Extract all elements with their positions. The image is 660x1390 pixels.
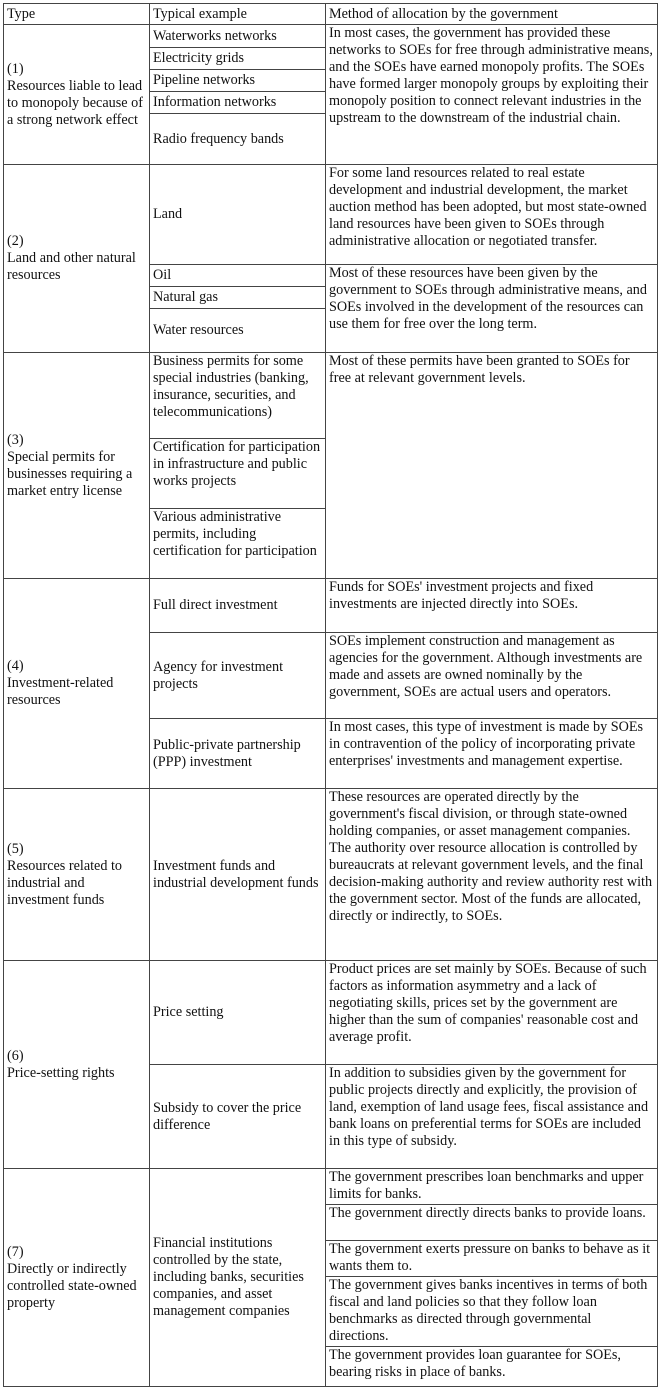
method-cell: In most cases, this type of investment is made by SOEs in contravention of the policy of incorporating private enterprises' investments and management expertise. [326, 719, 658, 789]
example-cell: Oil [150, 265, 326, 287]
header-row [4, 4, 658, 25]
type-cell-5: (5) Resources related to industrial and investment funds [4, 789, 150, 961]
example-cell: Electricity grids [150, 48, 326, 70]
example-cell: Water resources [150, 309, 326, 353]
example-cell: Investment funds and industrial development funds [150, 789, 326, 961]
example-cell: Certification for participation in infrastructure and public works projects [150, 439, 326, 509]
example-cell: Price setting [150, 961, 326, 1065]
table-row [4, 353, 658, 439]
method-cell: These resources are operated directly by the government's fiscal division, or through state-owned holding companies, or asset management companies. The authority over resource allocation is controlled by bureaucrats at relevant government levels, and the final decision-making authority and review authority rest with the government sector. Most of the funds are allocated, directly or indirectly, to SOEs. [326, 789, 658, 961]
method-cell: Funds for SOEs' investment projects and fixed investments are injected directly into SOEs. [326, 579, 658, 633]
method-cell: The government prescribes loan benchmarks and upper limits for banks. [326, 1169, 658, 1205]
example-cell: Pipeline networks [150, 70, 326, 92]
method-cell: The government exerts pressure on banks to behave as it wants them to. [326, 1241, 658, 1277]
header-method: Method of allocation by the government [326, 4, 658, 25]
example-cell: Public-private partnership (PPP) investment [150, 719, 326, 789]
method-cell: The government provides loan guarantee for SOEs, bearing risks in place of banks. [326, 1347, 658, 1387]
example-cell: Full direct investment [150, 579, 326, 633]
type-cell-3: (3) Special permits for businesses requiring a market entry license [4, 353, 150, 579]
type-cell-7: (7) Directly or indirectly controlled state-owned property [4, 1169, 150, 1387]
table-row [4, 961, 658, 1065]
example-cell: Radio frequency bands [150, 114, 326, 165]
type-cell-1: (1) Resources liable to lead to monopoly because of a strong network effect [4, 25, 150, 165]
method-cell: Product prices are set mainly by SOEs. Because of such factors as information asymmetry and a lack of negotiating skills, prices set by the government are higher than the sum of companies' reasonable cost and average profit. [326, 961, 658, 1065]
example-cell: Waterworks networks [150, 25, 326, 48]
method-cell: For some land resources related to real estate development and industrial development, the market auction method has been adopted, but most state-owned land resources have been given to SOEs through administrative allocation or negotiated transfer. [326, 165, 658, 265]
allocation-table [3, 3, 658, 1387]
method-cell: The government directly directs banks to provide loans. [326, 1205, 658, 1241]
example-cell: Financial institutions controlled by the state, including banks, securities companies, and asset management companies [150, 1169, 326, 1387]
method-cell: SOEs implement construction and management as agencies for the government. Although investments are made and assets are owned nominally by the government, SOEs are actual users and operators. [326, 633, 658, 719]
table-row [4, 165, 658, 265]
type-cell-4: (4) Investment-related resources [4, 579, 150, 789]
table-row [4, 1169, 658, 1205]
type-cell-6: (6) Price-setting rights [4, 961, 150, 1169]
example-cell: Subsidy to cover the price difference [150, 1065, 326, 1169]
example-cell: Natural gas [150, 287, 326, 309]
table-row [4, 789, 658, 961]
example-cell: Land [150, 165, 326, 265]
method-cell: In addition to subsidies given by the government for public projects directly and explicitly, the provision of land, exemption of land usage fees, fiscal assistance and bank loans on preferential terms for SOEs are included in this type of subsidy. [326, 1065, 658, 1169]
example-cell: Various administrative permits, including certification for participation [150, 509, 326, 579]
table-row [4, 579, 658, 633]
method-cell: The government gives banks incentives in terms of both fiscal and land policies so that they follow loan benchmarks as directed through governmental directions. [326, 1277, 658, 1347]
method-cell: Most of these permits have been granted to SOEs for free at relevant government levels. [326, 353, 658, 579]
table-row [4, 25, 658, 48]
type-cell-2: (2) Land and other natural resources [4, 165, 150, 353]
example-cell: Information networks [150, 92, 326, 114]
method-cell: In most cases, the government has provided these networks to SOEs for free through administrative means, and the SOEs have earned monopoly profits. The SOEs have formed larger monopoly groups by exploiting their monopoly position to connect relevant industries in the upstream to the downstream of the industrial chain. [326, 25, 658, 165]
method-cell: Most of these resources have been given by the government to SOEs through administrative means, and SOEs involved in the development of the resources can use them for free over the long term. [326, 265, 658, 353]
example-cell: Agency for investment projects [150, 633, 326, 719]
header-type: Type [4, 4, 150, 25]
header-typical-example: Typical example [150, 4, 326, 25]
example-cell: Business permits for some special industries (banking, insurance, securities, and telecommunications) [150, 353, 326, 439]
